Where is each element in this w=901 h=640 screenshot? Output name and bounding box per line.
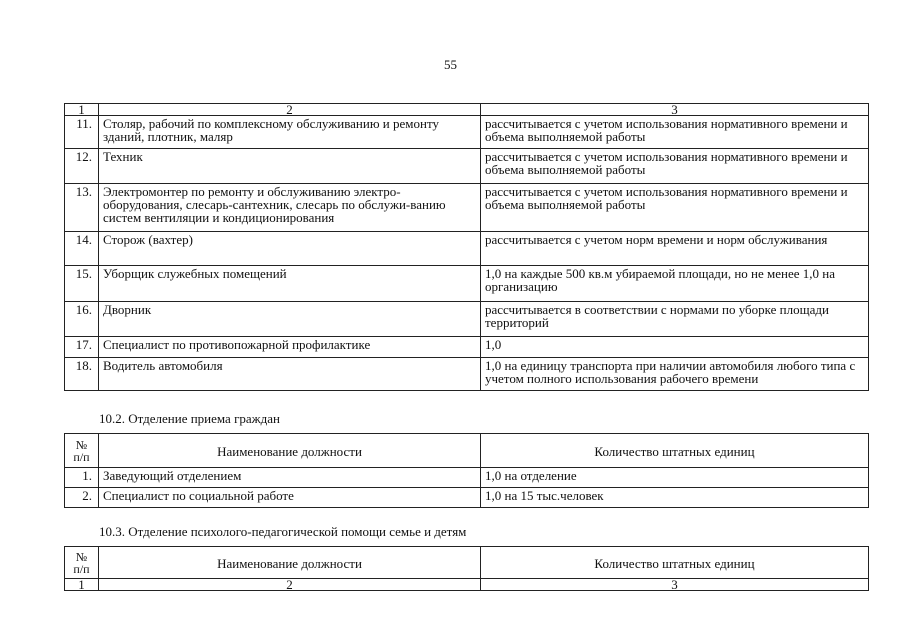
quantity-column-header: Количество штатных единиц (481, 434, 869, 468)
staff-quantity: рассчитывается с учетом использования нормативного времени и объема выполняемой работы (481, 149, 869, 184)
row-number: 13. (65, 184, 99, 232)
number-sign: № (75, 437, 88, 452)
table-row (65, 184, 869, 232)
table-row (65, 302, 869, 337)
position-name: Сторож (вахтер) (99, 232, 481, 266)
column-index: 1 (65, 579, 99, 591)
row-number: 1. (65, 468, 99, 488)
section-title: 10.3. Отделение психолого-педагогической помощи семье и детям (99, 524, 467, 539)
row-number: 2. (65, 488, 99, 508)
staff-quantity: 1,0 на единицу транспорта при наличии автомобиля любого типа с учетом полного использования рабочего времени (481, 358, 869, 391)
staff-quantity: 1,0 на 15 тыс.человек (481, 488, 869, 508)
column-index: 2 (99, 104, 481, 116)
table-row (65, 116, 869, 149)
staff-quantity: 1,0 на каждые 500 кв.м убираемой площади, но не менее 1,0 на организацию (481, 266, 869, 302)
number-abbrev: п/п (73, 449, 90, 464)
section-title: 10.2. Отделение приема граждан (99, 411, 280, 426)
row-number: 18. (65, 358, 99, 391)
table-row (65, 232, 869, 266)
column-index-row (65, 104, 869, 116)
row-number: 14. (65, 232, 99, 266)
staff-quantity: рассчитывается с учетом использования нормативного времени и объема выполняемой работы (481, 116, 869, 149)
staff-quantity: 1,0 на отделение (481, 468, 869, 488)
row-number: 15. (65, 266, 99, 302)
position-name: Дворник (99, 302, 481, 337)
table-row (65, 468, 869, 488)
number-abbrev: п/п (73, 561, 90, 576)
position-column-header: Наименование должности (99, 547, 481, 579)
table-row (65, 266, 869, 302)
quantity-column-header: Количество штатных единиц (481, 547, 869, 579)
table-row (65, 149, 869, 184)
row-number: 12. (65, 149, 99, 184)
column-index: 1 (65, 104, 99, 116)
position-name: Специалист по социальной работе (99, 488, 481, 508)
position-name: Заведующий отделением (99, 468, 481, 488)
number-sign: № (75, 549, 88, 564)
position-name: Специалист по противопожарной профилактике (99, 337, 481, 358)
staff-quantity: рассчитывается с учетом использования нормативного времени и объема выполняемой работы (481, 184, 869, 232)
position-column-header: Наименование должности (99, 434, 481, 468)
column-index: 3 (481, 579, 869, 591)
number-column-header (65, 434, 99, 468)
position-name: Столяр, рабочий по комплексному обслуживанию и ремонту зданий, плотник, маляр (99, 116, 481, 149)
row-number: 17. (65, 337, 99, 358)
number-column-header (65, 547, 99, 579)
table-row (65, 337, 869, 358)
position-name: Электромонтер по ремонту и обслуживанию электро-оборудования, слесарь-сантехник, слесарь по обслужи-ванию систем вентиляции и кондиционирования (99, 184, 481, 232)
row-number: 16. (65, 302, 99, 337)
position-name: Уборщик служебных помещений (99, 266, 481, 302)
column-index-row (65, 579, 869, 591)
row-number: 11. (65, 116, 99, 149)
staffing-table-continued (64, 103, 869, 391)
table-row (65, 358, 869, 391)
column-index: 2 (99, 579, 481, 591)
staff-quantity: рассчитывается в соответствии с нормами по уборке площади территорий (481, 302, 869, 337)
position-name: Водитель автомобиля (99, 358, 481, 391)
staff-quantity: 1,0 (481, 337, 869, 358)
page-number: 55 (444, 57, 457, 72)
staff-quantity: рассчитывается с учетом норм времени и норм обслуживания (481, 232, 869, 266)
table-row (65, 488, 869, 508)
position-name: Техник (99, 149, 481, 184)
column-index: 3 (481, 104, 869, 116)
table-header-row (65, 434, 869, 468)
psychological-help-table (64, 546, 869, 591)
reception-department-table (64, 433, 869, 508)
table-header-row (65, 547, 869, 579)
